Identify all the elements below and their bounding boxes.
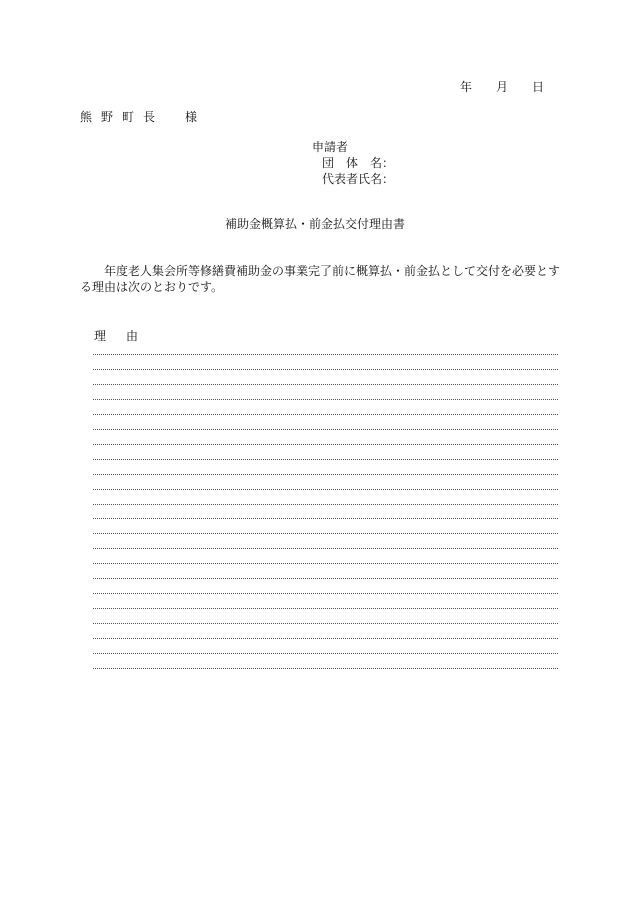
reason-dotted-line: [93, 504, 558, 505]
body-paragraph: 年度老人集会所等修繕費補助金の事業完了前に概算払・前金払として交付を必要とする理由は次のとおりです。: [80, 264, 561, 294]
reason-dotted-line: [93, 623, 558, 624]
reason-dotted-line: [93, 399, 558, 400]
reason-dotted-line: [93, 444, 558, 445]
reason-dotted-line: [93, 354, 558, 355]
reason-dotted-line: [93, 459, 558, 460]
reason-dotted-line: [93, 384, 558, 385]
reason-dotted-line: [93, 608, 558, 609]
reason-dotted-line: [93, 563, 558, 564]
reason-dotted-line: [93, 518, 558, 519]
reason-dotted-line: [93, 638, 558, 639]
date-line: [460, 79, 544, 95]
addressee: 熊野町長 様: [80, 110, 207, 124]
applicant-heading: 申請者: [312, 140, 349, 154]
representative-name-label: 代表者氏名：: [322, 172, 395, 186]
reason-dotted-line: [93, 593, 558, 594]
reason-dotted-line: [93, 429, 558, 430]
reason-dotted-line: [93, 369, 558, 370]
reason-dotted-line: [93, 653, 558, 654]
year-label: 年: [460, 80, 473, 94]
reason-dotted-line: [93, 548, 558, 549]
reason-dotted-line: [93, 533, 558, 534]
reason-dotted-line: [93, 578, 558, 579]
document-title: 補助金概算払・前金払交付理由書: [224, 217, 405, 231]
org-name-label: 団 体 名：: [322, 156, 395, 170]
reason-dotted-line: [93, 414, 558, 415]
day-label: 日: [532, 80, 545, 94]
reason-dotted-line: [93, 474, 558, 475]
reason-label: 理由: [94, 329, 159, 343]
applicant-block: [312, 139, 394, 187]
reason-dotted-line: [93, 668, 558, 669]
reason-dotted-line: [93, 489, 558, 490]
month-label: 月: [496, 80, 509, 94]
